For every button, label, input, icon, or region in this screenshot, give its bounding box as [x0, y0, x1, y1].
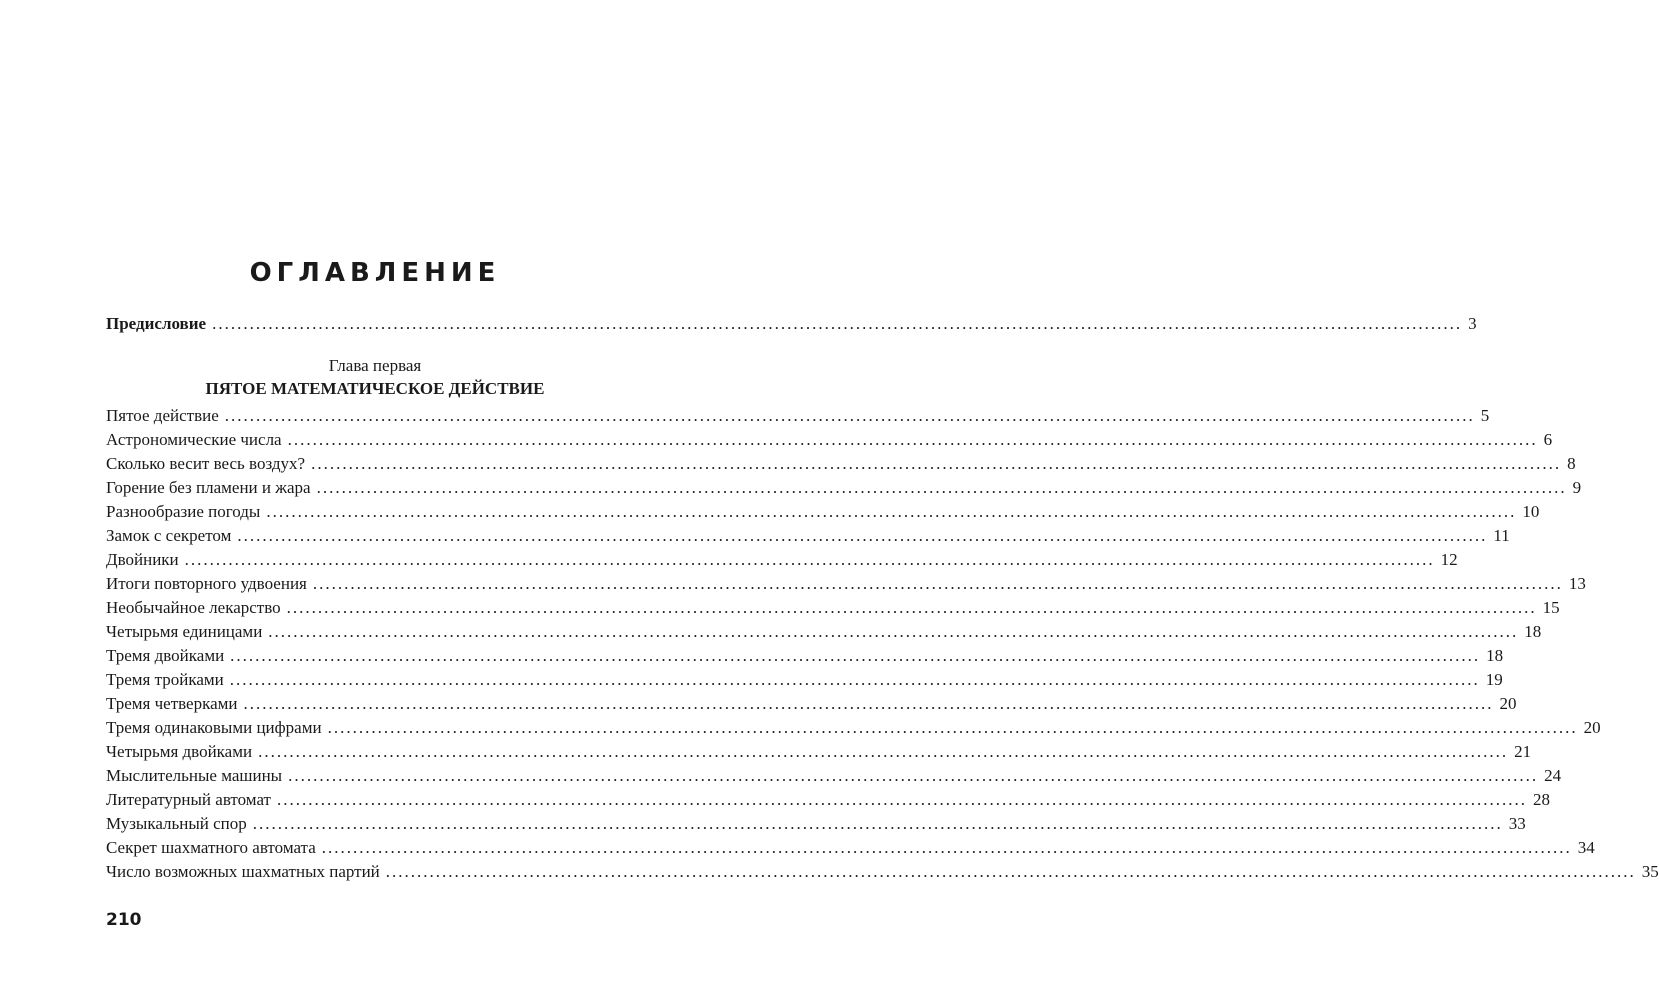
toc-entry[interactable]	[106, 548, 1458, 572]
dot-leader: ........................................................................................................................................................................................................	[237, 526, 1488, 545]
toc-entry-page: 3	[1468, 314, 1477, 333]
toc-entry-page: 5	[1480, 406, 1490, 425]
toc-entry[interactable]	[106, 572, 1586, 596]
toc-entry[interactable]	[106, 764, 1562, 788]
toc-entry-page: 10	[1522, 502, 1540, 521]
toc-entry[interactable]	[106, 860, 1659, 884]
page-title: ОГЛАВЛЕНИЕ	[249, 258, 501, 288]
dot-leader: ........................................................................................................................................................................................................	[277, 790, 1527, 809]
dot-leader: ........................................................................................................................................................................................................	[327, 718, 1578, 737]
toc-entry-page: 18	[1524, 622, 1542, 641]
toc-entry-label: Четырьмя единицами	[106, 622, 263, 641]
toc-entry-label: Тремя одинаковыми цифрами	[106, 718, 322, 737]
toc-entry-label: Четырьмя двойками	[106, 742, 253, 761]
toc-entry[interactable]	[106, 788, 1550, 812]
toc-entry-page: 20	[1499, 694, 1517, 713]
dot-leader: ........................................................................................................................................................................................................	[224, 406, 1475, 425]
toc-entry[interactable]	[106, 524, 1510, 548]
toc-entry-page: 8	[1567, 454, 1576, 473]
toc-entry-label: Число возможных шахматных партий	[106, 862, 380, 881]
toc-entry[interactable]	[106, 740, 1532, 764]
dot-leader: ........................................................................................................................................................................................................	[184, 550, 1435, 569]
dot-leader: ........................................................................................................................................................................................................	[258, 742, 1509, 761]
page-number: 210	[106, 910, 142, 930]
toc-entry-page: 33	[1508, 814, 1526, 833]
toc-entry[interactable]	[106, 452, 1576, 476]
dot-leader: ........................................................................................................................................................................................................	[287, 430, 1538, 449]
dot-leader: ........................................................................................................................................................................................................	[266, 502, 1517, 521]
toc-entry-label: Музыкальный спор	[106, 814, 247, 833]
toc-entry-label: Итоги повторного удвоения	[106, 574, 307, 593]
toc-entry[interactable]	[106, 500, 1540, 524]
dot-leader: ........................................................................................................................................................................................................	[385, 862, 1636, 881]
dot-leader: ........................................................................................................................................................................................................	[311, 454, 1562, 473]
toc-entry-label: Секрет шахматного автомата	[106, 838, 316, 857]
toc-entry[interactable]	[106, 716, 1601, 740]
toc-entry-label: Необычайное лекарство	[106, 598, 281, 617]
toc-entry-label: Пятое действие	[106, 406, 219, 425]
chapter-title: ПЯТОЕ МАТЕМАТИЧЕСКОЕ ДЕЙСТВИЕ	[205, 379, 545, 398]
toc-entry[interactable]	[106, 692, 1517, 716]
dot-leader: ........................................................................................................................................................................................................	[316, 478, 1567, 497]
toc-entry-page: 11	[1493, 526, 1510, 545]
toc-entry-label: Сколько весит весь воздух?	[106, 454, 306, 473]
toc-entry-page: 9	[1572, 478, 1582, 497]
toc-entry-label: Астрономические числа	[106, 430, 282, 449]
toc-entry-page: 24	[1544, 766, 1562, 785]
toc-entry[interactable]	[106, 476, 1582, 500]
toc-entry-page: 6	[1543, 430, 1553, 449]
toc-entry-page: 35	[1641, 862, 1659, 881]
toc-entry[interactable]	[106, 596, 1560, 620]
toc-entry[interactable]	[106, 404, 1490, 428]
toc-entry-page: 18	[1486, 646, 1504, 665]
toc-entry-page: 34	[1577, 838, 1595, 857]
toc-entry-label: Тремя тройками	[106, 670, 224, 689]
dot-leader: ........................................................................................................................................................................................................	[288, 766, 1539, 785]
chapter-label: Глава первая	[328, 356, 422, 375]
toc-entry[interactable]	[106, 812, 1526, 836]
dot-leader: ........................................................................................................................................................................................................	[212, 314, 1463, 333]
toc-entry-label: Разнообразие погоды	[106, 502, 261, 521]
dot-leader: ........................................................................................................................................................................................................	[312, 574, 1563, 593]
toc-entry-page: 15	[1542, 598, 1560, 617]
toc-entry[interactable]	[106, 668, 1503, 692]
toc-entry[interactable]	[106, 644, 1504, 668]
dot-leader: ........................................................................................................................................................................................................	[230, 646, 1481, 665]
toc-entry-label: Двойники	[106, 550, 179, 569]
toc-entry-label: Замок с секретом	[106, 526, 232, 545]
toc-entry-preface[interactable]	[106, 312, 1477, 336]
toc-entry-page: 28	[1533, 790, 1550, 809]
dot-leader: ........................................................................................................................................................................................................	[243, 694, 1494, 713]
toc-entry-page: 20	[1583, 718, 1601, 737]
toc-entry-page: 21	[1514, 742, 1532, 761]
toc-entry-label: Тремя двойками	[106, 646, 225, 665]
toc-entry-label: Литературный автомат	[106, 790, 271, 809]
toc-entry[interactable]	[106, 428, 1553, 452]
dot-leader: ........................................................................................................................................................................................................	[321, 838, 1572, 857]
toc-entry-label: Мыслительные машины	[106, 766, 283, 785]
toc-entry[interactable]	[106, 836, 1595, 860]
dot-leader: ........................................................................................................................................................................................................	[268, 622, 1519, 641]
dot-leader: ........................................................................................................................................................................................................	[229, 670, 1480, 689]
toc-entry-label: Предисловие	[106, 314, 207, 333]
toc-entry-page: 12	[1440, 550, 1458, 569]
dot-leader: ........................................................................................................................................................................................................	[252, 814, 1503, 833]
toc-entry[interactable]	[106, 620, 1542, 644]
toc-entry-label: Горение без пламени и жара	[106, 478, 311, 497]
toc-entry-page: 19	[1485, 670, 1503, 689]
dot-leader: ........................................................................................................................................................................................................	[286, 598, 1537, 617]
toc-entry-label: Тремя четверками	[106, 694, 238, 713]
toc-entry-page: 13	[1568, 574, 1586, 593]
